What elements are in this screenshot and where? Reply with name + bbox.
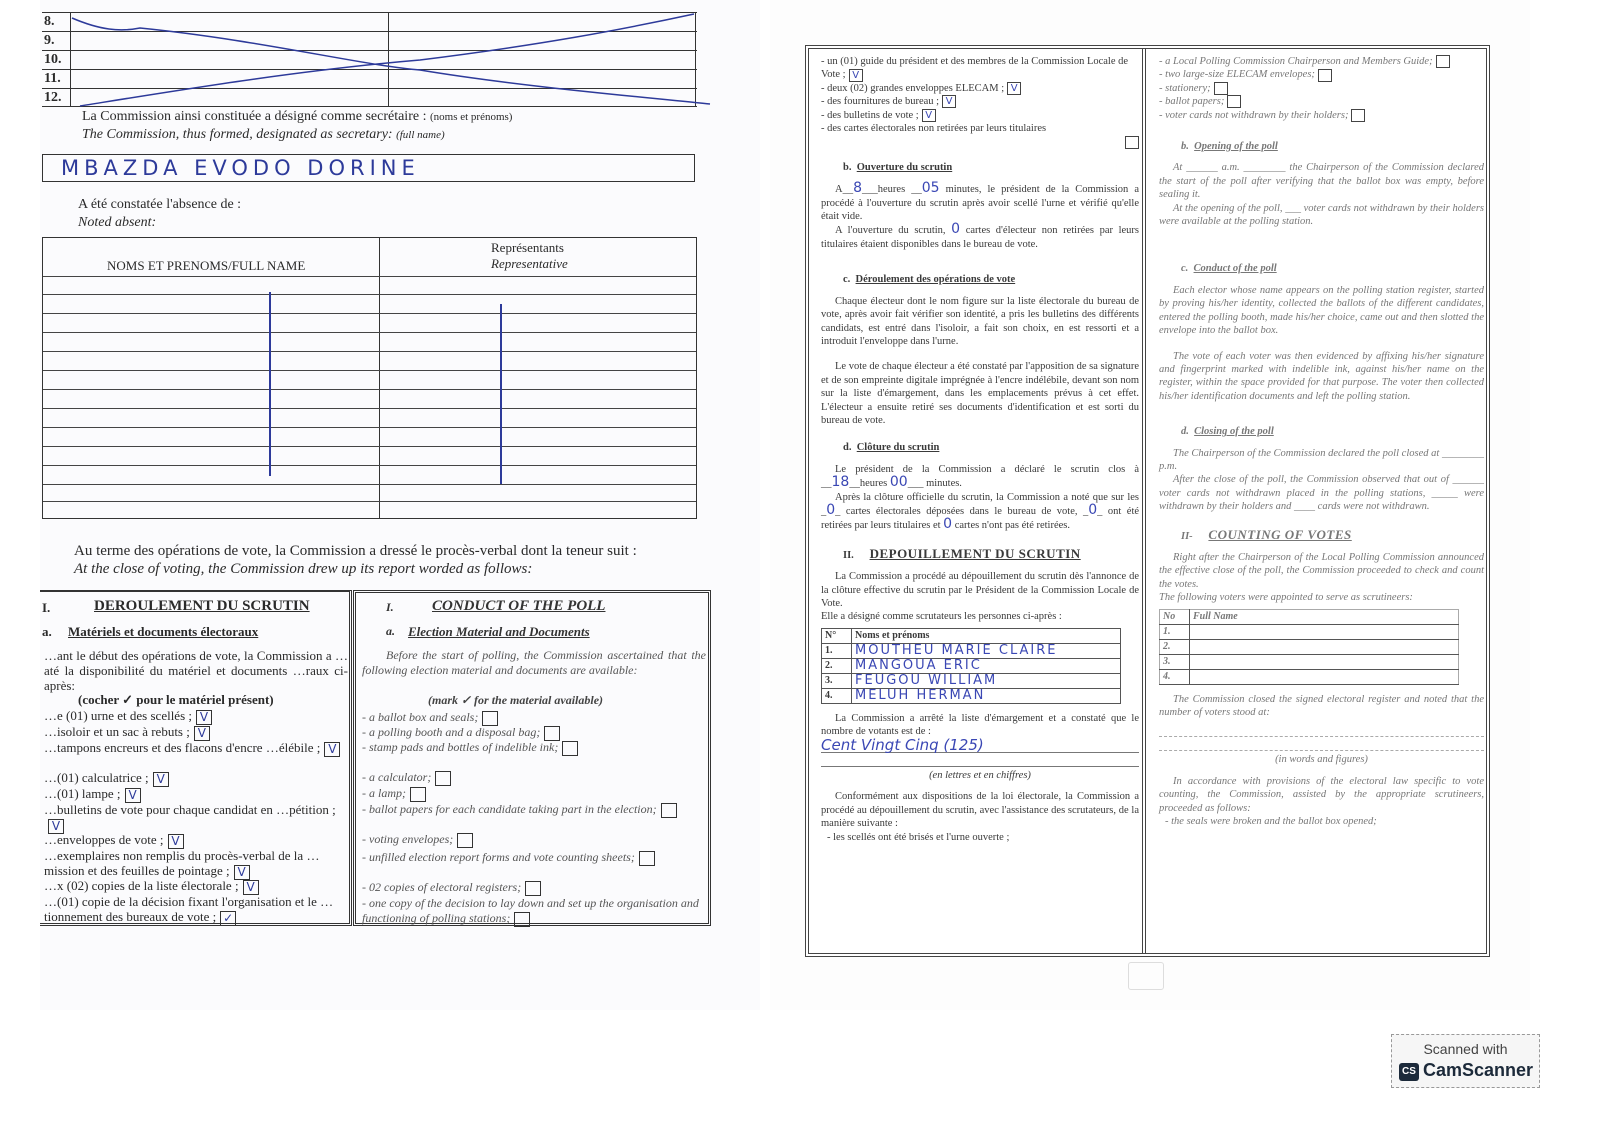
column-divider bbox=[1142, 49, 1146, 953]
closing-cards-paragraph: Après la clôture officielle du scrutin, la Commission a noté que sur les _0_ cartes électorales déposées dans le bureau de vote, _0_ ont été retirées par leurs titulaires et 0 cartes n'ont pas été retirées. bbox=[821, 491, 1140, 533]
section-title: DEROULEMENT DU SCRUTIN bbox=[94, 598, 310, 614]
table-row: 4. MELUH HERMAN bbox=[822, 688, 1121, 703]
checklist-item: - des fournitures de bureau ; V bbox=[821, 95, 1139, 108]
conduct-section-en: I. CONDUCT OF THE POLL a. Election Material and Documents Before the start of polling, the Commission ascertained that the following election material and documents are available: (mark ✓ for the material available) - a ballot box and seals; - a polling booth and a disposal bag; - stamp pads and bottles of indelible ink; - a calculator; - a lamp; - ballot papers for each candidate taking part in the election; - voting envelopes; - unfilled election report forms and vote counting sheets; - 02 copies of electoral registers; - one copy of the decision to lay down and set up the organisation and functioning of polling stations; bbox=[353, 590, 711, 926]
subsection-heading: c. Conduct of the poll bbox=[1181, 263, 1277, 275]
opening-paragraph: A__8___heures __05 minutes, le président de la Commission a procédé à l'ouverture du scrutin après avoir scellé l'urne et vérifié qu'elle était vide. bbox=[821, 180, 1140, 223]
table-row-line bbox=[43, 332, 696, 333]
table-row-line bbox=[43, 427, 696, 428]
section-heading: II- COUNTING OF VOTES bbox=[1181, 526, 1352, 542]
checkbox[interactable] bbox=[661, 803, 677, 818]
scrutineers-table-en: No Full Name 1. 2. 3. 4. bbox=[1159, 609, 1459, 685]
cross-out-strike-icon bbox=[60, 10, 720, 110]
checklist-item: - deux (02) grandes enveloppes ELECAM ; V bbox=[821, 82, 1139, 95]
english-column: - a Local Polling Commission Chairperson and Members Guide; - two large-size ELECAM envelopes; - stationery; - ballot papers; - voter cards not withdrawn by their holders; b. Opening of the poll At ______ a.m. ________ the Chairperson of the Commission declared the start of the poll after verifying that the ballot box was empty, before sealing it. At the opening of the poll, ___ voter cards not withdrawn by their holders were available at the polling station. c. Conduct of the poll Each elector whose name appears on the polling station register, started by proving his/her identity, collected the ballots of the different candidates, entered the polling booth, made his/her choice, came out and then slotted the envelope into the ballot box. The vote of each voter was then evidenced by affixing his/her signature and fingerprint marked with indelible ink, against his/her name on the register, within the space provided for that purpose. The voter then collected his/her identification documents and left the polling station. d. Closing of the poll The Chairperson of the Commission declared the poll closed at ________ p.m. After the close of the poll, the Commission observed that out of ______ voter cards not withdrawn placed in the polling stations, _____ were withdrawn by their holders and ____ cards were not withdrawn. II- COUNTING OF VOTES Right after the Chairperson of the Local Polling Commission announced the effective close of the poll, the Commission proceeded to check and count the votes. The following voters were appointed to serve as scrutineers: No Full Name 1. 2. 3. 4. The Commission closed the signed electoral register and noted that the number of voters stood at: (in words and figures) In accordance with provisions of the electoral law specific to vote counting, the Commission, assisted by the appropriate scrutineers, proceeded as follows: - the seals were broken and the ballot box opened; bbox=[1159, 56, 1484, 828]
checkbox[interactable]: V bbox=[194, 726, 210, 741]
voters-count-value[interactable]: Cent Vingt Cinq (125) bbox=[821, 739, 1139, 753]
table-row-line bbox=[43, 484, 696, 485]
checklist-item: …e (01) urne et des scellés ; V bbox=[44, 708, 348, 724]
subsection-heading: b. Opening of the poll bbox=[1181, 141, 1278, 153]
secretary-name-value: MBAZDA EVODO DORINE bbox=[61, 156, 420, 180]
checklist-item: - ballot papers; bbox=[1159, 95, 1484, 108]
conduct-paragraph: Le vote de chaque électeur a été constaté par l'apposition de sa signature et de son empreinte digitale imprégnée à l'encre indélébile, devant son nom sur la liste d'émargement, dans les emplacements prévus à cet effet. L'électeur a ensuite retiré ses documents d'identification et est sorti du bureau de vote. bbox=[821, 361, 1139, 426]
checkbox[interactable]: V bbox=[234, 865, 250, 880]
table-row-line bbox=[43, 351, 696, 352]
table-row-line bbox=[43, 313, 696, 314]
checklist-item: - a ballot box and seals; bbox=[362, 710, 706, 725]
checklist-item: …(01) copie de la décision fixant l'organisation et le …tionnement des bureaux de vote ; ✓ bbox=[44, 894, 334, 925]
closing-minutes[interactable]: 00 bbox=[889, 474, 908, 491]
checkbox[interactable] bbox=[1227, 95, 1241, 108]
closing-statement: Au terme des opérations de vote, la Commission a dressé le procès-verbal dont la teneur suit : At the close of voting, the Commission drew up its report worded as follows: bbox=[74, 543, 637, 577]
withdrawn-cards-value[interactable]: 0 bbox=[1088, 501, 1098, 518]
deposited-cards-value[interactable]: 0 bbox=[826, 501, 836, 518]
table-row: 1. bbox=[1160, 624, 1459, 639]
camscanner-logo-icon: CS bbox=[1399, 1063, 1419, 1081]
table-row-line bbox=[43, 408, 696, 409]
instruction-text: (cocher ✓ pour le matériel présent) bbox=[78, 692, 274, 707]
table-row-line bbox=[43, 294, 696, 295]
section-heading: II. DEPOUILLEMENT DU SCRUTIN bbox=[843, 545, 1081, 561]
subsection-title: Election Material and Documents bbox=[408, 624, 590, 639]
table-row-line bbox=[43, 389, 696, 390]
intro-text: …ant le début des opérations de vote, la Commission a …até la disponibilité du matériel et documents …raux ci-après: bbox=[44, 648, 348, 694]
checkbox[interactable]: V bbox=[942, 95, 956, 108]
subsection-heading: c. Déroulement des opérations de vote bbox=[843, 274, 1016, 286]
checkbox[interactable] bbox=[1351, 109, 1365, 122]
subsection-heading: d. Closing of the poll bbox=[1181, 426, 1274, 438]
checklist-item: - ballot papers for each candidate taking part in the election; bbox=[362, 802, 706, 832]
subsection-heading: b. Ouverture du scrutin bbox=[843, 161, 953, 173]
fill-line[interactable] bbox=[1159, 719, 1484, 737]
table-row: 3. FEUGOU WILLIAM bbox=[822, 673, 1121, 688]
checkbox[interactable] bbox=[525, 881, 541, 896]
scrutineers-table: N° Noms et prénoms 1. MOUTHEU MARIE CLAIRE 2. MANGOUA ERIC 3. FEUGOU WILLIAM 4. MELUH HERMAN bbox=[821, 628, 1121, 704]
table-row-line bbox=[43, 501, 696, 502]
page-number-marker bbox=[1128, 962, 1164, 990]
table-row: 12. bbox=[42, 88, 697, 107]
checkbox[interactable] bbox=[1318, 69, 1332, 82]
scrutineer-name[interactable]: FEUGOU WILLIAM bbox=[852, 673, 1121, 688]
scrutineer-name[interactable]: MOUTHEU MARIE CLAIRE bbox=[852, 643, 1121, 658]
section-title: CONDUCT OF THE POLL bbox=[432, 598, 606, 614]
material-checklist bbox=[44, 708, 348, 924]
table-row: 3. bbox=[1160, 654, 1459, 669]
checklist-item: …isoloir et un sac à rebuts ; V bbox=[44, 724, 348, 740]
checkbox[interactable] bbox=[482, 711, 498, 726]
table-row-line bbox=[43, 465, 696, 466]
checkbox[interactable]: V bbox=[168, 834, 184, 849]
checklist-item: - stationery; bbox=[1159, 82, 1484, 95]
checklist-item: …enveloppes de vote ; V bbox=[44, 832, 348, 848]
checklist-item: - two large-size ELECAM envelopes; bbox=[1159, 68, 1484, 81]
checklist-item: …exemplaires non remplis du procès-verbal de la …mission et des feuilles de pointage ; V bbox=[44, 848, 320, 879]
conduct-paragraph: Chaque électeur dont le nom figure sur la liste électorale du bureau de vote, après avoir fait vérifier son identité, a pris les bulletins des différents candidats, est entré dans l'isoloir, a fait son choix, en est ressorti et a introduit l'enveloppe dans l'urne. bbox=[821, 295, 1139, 347]
checkbox[interactable]: V bbox=[1007, 82, 1021, 95]
dash-strike-icon bbox=[500, 304, 502, 484]
checklist-item: …x (02) copies de la liste électorale ; V bbox=[44, 878, 348, 894]
checkbox[interactable]: ✓ bbox=[220, 911, 236, 926]
table-row: 2. bbox=[1160, 639, 1459, 654]
checkbox[interactable]: V bbox=[48, 819, 64, 834]
checklist-item: - a Local Polling Commission Chairperson and Members Guide; bbox=[1159, 55, 1484, 68]
checkbox[interactable] bbox=[562, 741, 578, 756]
table-row-line bbox=[43, 370, 696, 371]
table-row: 10. bbox=[42, 50, 697, 69]
dash-strike-icon bbox=[269, 292, 271, 476]
checkbox[interactable] bbox=[639, 851, 655, 866]
fill-line bbox=[821, 753, 1139, 767]
table-row-line bbox=[43, 446, 696, 447]
checklist-item: …(01) lampe ; V bbox=[44, 786, 348, 802]
checklist-item: - voting envelopes; bbox=[362, 832, 706, 850]
not-withdrawn-cards-value[interactable]: 0 bbox=[943, 516, 953, 533]
checkbox[interactable]: V bbox=[125, 788, 141, 803]
table-row: 2. MANGOUA ERIC bbox=[822, 658, 1121, 673]
table-column-divider bbox=[379, 238, 380, 518]
checkbox[interactable]: V bbox=[849, 69, 863, 82]
column-header-full-name: NOMS ET PRENOMS/FULL NAME bbox=[107, 258, 306, 273]
checkbox[interactable]: V bbox=[153, 772, 169, 787]
checkbox[interactable]: V bbox=[196, 710, 212, 725]
checklist-item: - a lamp; bbox=[362, 786, 706, 802]
checklist-item: - voter cards not withdrawn by their holders; bbox=[1159, 109, 1484, 122]
table-row: 9. bbox=[42, 31, 697, 50]
fill-line[interactable] bbox=[1159, 737, 1484, 751]
instruction-text: (mark ✓ for the material available) bbox=[428, 693, 604, 707]
checklist-item: …tampons encreurs et des flacons d'encre …élébile ; V bbox=[44, 740, 348, 770]
checkbox[interactable] bbox=[457, 833, 473, 848]
checklist-item: - 02 copies of electoral registers; bbox=[362, 880, 706, 896]
checklist-item: - one copy of the decision to lay down and set up the organisation and functioning of polling stations; bbox=[362, 896, 699, 926]
opening-cards-paragraph: A l'ouverture du scrutin, 0 cartes d'électeur non retirées par leurs titulaires étaient disponibles dans le bureau de vote. bbox=[821, 221, 1140, 250]
column-header-representative: Représentants Representative bbox=[491, 240, 568, 271]
absent-label: A été constatée l'absence de : Noted absent: bbox=[78, 197, 242, 230]
closing-paragraph: Le président de la Commission a déclaré le scrutin clos à __18__heures 00___ minutes. bbox=[821, 463, 1139, 491]
table-row: 11. bbox=[42, 69, 697, 88]
table-row: 8. bbox=[42, 12, 697, 31]
material-checklist bbox=[362, 710, 706, 926]
checkbox[interactable]: V bbox=[922, 109, 936, 122]
report-page-2 bbox=[805, 45, 1490, 957]
checklist-item: - stamp pads and bottles of indelible ink; bbox=[362, 740, 706, 770]
secretary-label: La Commission ainsi constituée a désigné comme secrétaire : (noms et prénoms) The Commission, thus formed, designated as secretary: (full name) bbox=[82, 109, 513, 142]
camscanner-watermark: Scanned with CS CamScanner bbox=[1391, 1034, 1540, 1088]
opening-minutes[interactable]: 05 bbox=[921, 180, 940, 197]
french-column: - un (01) guide du président et des membres de la Commission Locale de Vote ; V - deux (02) grandes enveloppes ELECAM ; V - des fournitures de bureau ; V - des bulletins de vote ; V - des cartes électorales non retirées par leurs titulaires b. Ouverture du scrutin A__8___heures __05 minutes, le président de la Commission a procédé à l'ouverture du scrutin après avoir scellé l'urne et vérifié qu'elle était vide. A l'ouverture du scrutin, 0 cartes d'électeur non retirées par leurs titulaires étaient disponibles dans le bureau de vote. c. Déroulement des opérations de vote Chaque électeur dont le nom figure sur la liste électorale du bureau de vote, après avoir fait vérifier son identité, a pris les bulletins des différents candidats, est entré dans l'isoloir, a fait son choix, en est ressorti et a introduit l'enveloppe dans l'urne. Le vote de chaque électeur a été constaté par l'apposition de sa signature et de son empreinte digitale imprégnée à l'encre indélébile, devant son nom sur la liste d'émargement, dans les emplacements prévus à cet effet. L'électeur a ensuite retiré ses documents d'identification et est sorti du bureau de vote. d. Clôture du scrutin Le président de la Commission a déclaré le scrutin clos à __18__heures 00___ minutes. Après la clôture officielle du scrutin, la Commission a noté que sur les _0_ cartes électorales déposées dans le bureau de vote, _0_ ont été retirées par leurs titulaires et 0 cartes n'ont pas été retirées. II. DEPOUILLEMENT DU SCRUTIN La Commission a procédé au dépouillement du scrutin dès l'annonce de la clôture effective du scrutin par le Président de la Commission Locale de Vote. Elle a désigné comme scrutateurs les personnes ci-après : N° Noms et prénoms 1. MOUTHEU MARIE CLAIRE 2. MANGOUA ERIC 3. FEUGOU WILLIAM 4. MELUH HERMAN La Commission a arrêté la liste d'émargement et a constaté que le nombre de votants est de : Cent Vingt Cinq (125) (en lettres et en chiffres) Conformément aux dispositions de la loi électorale, la Commission a procédé au dépouillement du scrutin, avec l'assistance des scrutateurs, de la manière suivante : - les scellés ont été brisés et l'urne ouverte ; bbox=[821, 56, 1140, 843]
opening-hour[interactable]: 8 bbox=[853, 180, 863, 197]
cards-available-value[interactable]: 0 bbox=[951, 221, 961, 238]
conduct-section-fr: I. DEROULEMENT DU SCRUTIN a. Matériels et documents électoraux …ant le début des opérations de vote, la Commission a …até la disponibilité du matériel et documents …raux ci-après: (cocher ✓ pour le matériel présent) …e (01) urne et des scellés ; V …isoloir et un sac à rebuts ; V …tampons encreurs et des flacons d'encre …élébile ; V …(01) calculatrice ; V …(01) lampe ; V …bulletins de vote pour chaque candidat en …pétition ;V …enveloppes de vote ; V …exemplaires non remplis du procès-verbal de la …mission et des feuilles de pointage ; V …x (02) copies de la liste électorale ; V …(01) copie de la décision fixant l'organisation et le …tionnement des bureaux de vote ; ✓ bbox=[40, 590, 352, 926]
checkbox[interactable] bbox=[1214, 82, 1228, 95]
subsection-title: Matériels et documents électoraux bbox=[68, 624, 259, 639]
checkbox[interactable] bbox=[410, 787, 426, 802]
checkbox[interactable] bbox=[1436, 55, 1450, 68]
table-row-line bbox=[43, 276, 696, 277]
closing-hour[interactable]: 18 bbox=[831, 474, 850, 491]
checkbox[interactable] bbox=[544, 726, 560, 741]
checklist-item: - a calculator; bbox=[362, 770, 706, 786]
checkbox[interactable] bbox=[514, 912, 530, 927]
secretary-name-field[interactable] bbox=[42, 154, 695, 182]
checkbox[interactable] bbox=[1125, 136, 1139, 149]
table-row: 1. MOUTHEU MARIE CLAIRE bbox=[822, 643, 1121, 658]
intro-text: Before the start of polling, the Commission ascertained that the following election material and documents are available: bbox=[362, 648, 706, 678]
checklist-item: - un (01) guide du président et des membres de la Commission Locale de Vote ; V bbox=[821, 56, 1129, 81]
checklist-item: …(01) calculatrice ; V bbox=[44, 770, 348, 786]
scrutineer-name[interactable]: MELUH HERMAN bbox=[852, 688, 1121, 703]
checklist-item: - des cartes électorales non retirées par leurs titulaires bbox=[821, 122, 1139, 149]
absent-table bbox=[42, 237, 697, 519]
checkbox[interactable] bbox=[435, 771, 451, 786]
checklist-item: - unfilled election report forms and vote counting sheets; bbox=[362, 850, 706, 880]
checkbox[interactable]: V bbox=[243, 880, 259, 895]
subsection-heading: d. Clôture du scrutin bbox=[843, 442, 940, 454]
checklist-item: - a polling booth and a disposal bag; bbox=[362, 725, 706, 740]
scrutineer-name[interactable]: MANGOUA ERIC bbox=[852, 658, 1121, 673]
checklist-item: - des bulletins de vote ; V bbox=[821, 109, 1139, 122]
checkbox[interactable]: V bbox=[324, 742, 340, 757]
checklist-item: …bulletins de vote pour chaque candidat en …pétition ;V bbox=[44, 802, 336, 833]
table-row: 4. bbox=[1160, 669, 1459, 684]
